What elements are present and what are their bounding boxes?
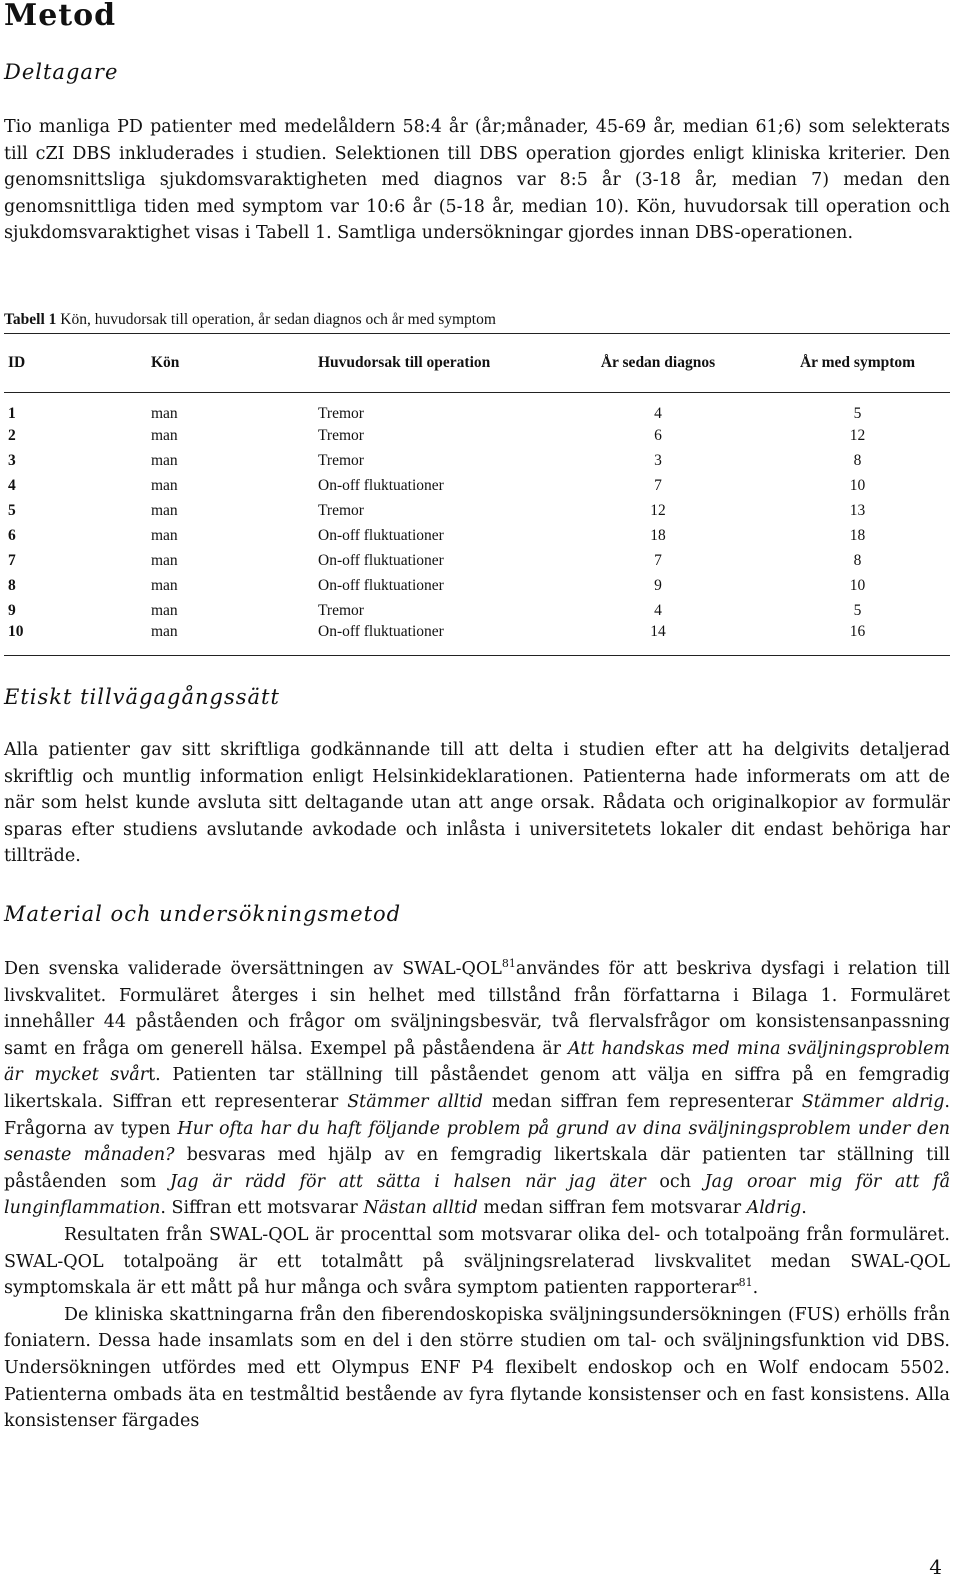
cell-ar-med-symptom: 10 bbox=[849, 576, 866, 594]
cell-ar-med-symptom: 5 bbox=[853, 601, 862, 619]
paragraph-etiskt bbox=[4, 737, 950, 870]
cell-huvudorsak: Tremor bbox=[318, 405, 364, 422]
cell-ar-med-symptom: 10 bbox=[849, 476, 866, 494]
cell-huvudorsak: On-off fluktuationer bbox=[318, 476, 444, 494]
table-header-row bbox=[4, 334, 950, 393]
text-run: medan siffran fem representerar bbox=[482, 1091, 802, 1112]
table-body bbox=[4, 393, 950, 656]
table-row bbox=[4, 498, 950, 523]
cell-kon: man bbox=[151, 405, 178, 422]
table-row bbox=[4, 423, 950, 448]
cell-huvudorsak: Tremor bbox=[318, 501, 364, 519]
paragraph-resultaten bbox=[4, 1222, 950, 1302]
text-run: . bbox=[801, 1198, 807, 1219]
text-run: medan siffran fem motsvarar bbox=[477, 1198, 747, 1219]
cell-id: 3 bbox=[8, 451, 16, 469]
cell-ar-med-symptom: 13 bbox=[849, 501, 866, 519]
table-row bbox=[4, 598, 950, 623]
column-header-kon: Kön bbox=[151, 334, 318, 393]
cell-ar-med-symptom: 8 bbox=[853, 551, 862, 569]
cell-huvudorsak: On-off fluktuationer bbox=[318, 526, 444, 544]
cell-id: 9 bbox=[8, 601, 16, 619]
cell-ar-sedan-diagnos: 9 bbox=[654, 576, 662, 594]
table-row bbox=[4, 523, 950, 548]
cell-ar-sedan-diagnos: 7 bbox=[654, 476, 662, 494]
italic-run: Aldrig bbox=[746, 1198, 802, 1219]
cell-kon: man bbox=[151, 576, 178, 594]
cell-huvudorsak: On-off fluktuationer bbox=[318, 623, 547, 656]
cell-ar-med-symptom: 16 bbox=[799, 623, 950, 656]
table-caption-label: Tabell 1 bbox=[4, 311, 57, 328]
table-row bbox=[4, 573, 950, 598]
paragraph-material bbox=[4, 956, 950, 1435]
table-row bbox=[4, 473, 950, 498]
cell-kon: man bbox=[151, 526, 178, 544]
cell-ar-med-symptom: 5 bbox=[853, 405, 862, 422]
cell-kon: man bbox=[151, 426, 178, 444]
cell-id: 4 bbox=[8, 476, 16, 494]
cell-id: 2 bbox=[8, 426, 16, 444]
cell-id: 7 bbox=[8, 551, 16, 569]
cell-id: 1 bbox=[8, 405, 16, 422]
cell-ar-sedan-diagnos: 6 bbox=[654, 426, 662, 444]
text-run: . Siffran ett motsvarar bbox=[160, 1198, 364, 1219]
cell-kon: man bbox=[151, 476, 178, 494]
cell-kon: man bbox=[151, 451, 178, 469]
table-row bbox=[4, 623, 950, 656]
cell-ar-med-symptom: 18 bbox=[849, 526, 866, 544]
text-run: . bbox=[752, 1278, 759, 1299]
text-run: användes för att beskriva dysfagi i relation till livskvalitet. Formuläret återges i sin helhet med tillstånd från författarna i Bilaga 1. Formuläret innehåller 44 påståenden och frågor om sväljningsbesvär, två flervalsfrågor om konsistensanpassning samt en fråga om generell hälsa. Exempel på påståendena är bbox=[4, 959, 950, 1059]
column-header-id: ID bbox=[4, 334, 151, 393]
paragraph-swalqol bbox=[4, 956, 950, 1222]
cell-ar-sedan-diagnos: 7 bbox=[654, 551, 662, 569]
table-caption-text: Kön, huvudorsak till operation, år sedan diagnos och år med symptom bbox=[56, 311, 496, 328]
cell-ar-sedan-diagnos: 4 bbox=[654, 405, 662, 422]
text-run: besvaras med hjälp av en femgradig likertskala där patienten tar ställning till påståenden som bbox=[4, 1145, 950, 1192]
text-run: och bbox=[645, 1171, 705, 1192]
text-run: . Frågorna av typen bbox=[4, 1091, 950, 1139]
cell-huvudorsak: On-off fluktuationer bbox=[318, 551, 444, 569]
italic-run: Nästan alltid bbox=[363, 1198, 478, 1219]
cell-huvudorsak: Tremor bbox=[318, 451, 364, 469]
cell-id: 6 bbox=[8, 526, 16, 544]
cell-ar-med-symptom: 12 bbox=[849, 426, 866, 444]
column-header-ar-sedan-diagnos: År sedan diagnos bbox=[547, 334, 799, 393]
table-row bbox=[4, 448, 950, 473]
cell-kon: man bbox=[151, 501, 178, 519]
cell-ar-sedan-diagnos: 12 bbox=[650, 501, 666, 519]
cell-huvudorsak: Tremor bbox=[318, 601, 364, 619]
text-run: Den svenska validerade översättningen av SWAL-QOL bbox=[4, 959, 502, 979]
text-run: t. Patienten tar ställning till påståendet genom att välja en siffra på en femgradig likertskala. Siffran ett representerar bbox=[4, 1065, 950, 1112]
paragraph-deltagare bbox=[4, 114, 950, 247]
paragraph-text: Alla patienter gav sitt skriftliga godkännande till att delta i studien efter att ha delgivits detaljerad skriftlig och muntlig information enligt Helsinkideklarationen. Patienterna hade informerats om att de när som helst kunde avsluta sitt deltagande utan att ange orsak. Rådata och originalkopior av formulär sparas efter studiens avslutande avkodade och inlåsta i universitetets lokaler dit endast behöriga har tillträde. bbox=[4, 740, 950, 867]
paragraph-fus: De kliniska skattningarna från den fiberendoskopiska sväljningsundersökningen (FUS) erhölls från foniatern. Dessa hade insamlats som en del i den större studien om tal- och sväljningsfunktion vid DBS. Undersökningen utfördes med ett Olympus ENF P4 flexibelt endoskop och en Wolf endocam 5502. Patienterna ombads äta en testmåltid bestående av fyra flytande konsistenser och en fast konsistens. Alla konsistenser färgades bbox=[4, 1304, 950, 1432]
cell-ar-sedan-diagnos: 4 bbox=[654, 601, 662, 619]
cell-huvudorsak: On-off fluktuationer bbox=[318, 576, 444, 594]
italic-run: Stämmer alltid bbox=[347, 1091, 483, 1112]
reference-superscript: 81 bbox=[501, 957, 516, 971]
column-header-ar-med-symptom: År med symptom bbox=[799, 334, 950, 393]
page-number: 4 bbox=[929, 1555, 942, 1579]
subheading-deltagare: Deltagare bbox=[4, 60, 119, 84]
italic-run: Att handskas med mina sväljningsproblem är mycket svår bbox=[4, 1038, 950, 1086]
italic-run: Jag oroar mig för att få lunginflammation bbox=[4, 1171, 950, 1219]
italic-run: Jag är rädd för att sätta i halsen när jag äter bbox=[169, 1171, 646, 1192]
paragraph-text: Tio manliga PD patienter med medelåldern 58:4 år (år;månader, 45-69 år, median 61;6) som selekterats till cZI DBS inkluderades i studien. Selektionen till DBS operation gjordes enligt kliniska kriterier. Den genomsnittsliga sjukdomsvaraktigheten med diagnos var 8:5 år (3-18 år, median 7) medan den genomsnittliga tiden med symptom var 10:6 år (5-18 år, median 10). Kön, huvudorsak till operation och sjukdomsvaraktighet visas i Tabell 1. Samtliga undersökningar gjordes innan DBS-operationen. bbox=[4, 117, 950, 244]
column-header-huvudorsak: Huvudorsak till operation bbox=[318, 334, 547, 393]
table-caption bbox=[4, 311, 496, 329]
subheading-material: Material och undersökningsmetod bbox=[4, 902, 402, 926]
cell-ar-med-symptom: 8 bbox=[853, 451, 862, 469]
reference-superscript: 81 bbox=[738, 1276, 753, 1290]
cell-kon: man bbox=[151, 601, 178, 619]
table-row bbox=[4, 393, 950, 424]
cell-kon: man bbox=[151, 551, 178, 569]
italic-run: Stämmer aldrig bbox=[801, 1091, 945, 1112]
cell-ar-sedan-diagnos: 18 bbox=[650, 526, 666, 544]
cell-huvudorsak: Tremor bbox=[318, 426, 364, 444]
text-run: Resultaten från SWAL-QOL är procenttal som motsvarar olika del- och totalpoäng från formuläret. SWAL-QOL totalpoäng är ett totalmått på sväljningsrelaterad livskvalitet medan SWAL-QOL symptomskala är ett mått på hur många och svåra symptom patienten rapporterar bbox=[4, 1224, 950, 1299]
italic-run: Hur ofta har du haft följande problem på grund av dina sväljningsproblem under den senaste månaden? bbox=[4, 1118, 950, 1166]
cell-kon: man bbox=[151, 623, 318, 656]
cell-ar-sedan-diagnos: 14 bbox=[547, 623, 799, 656]
cell-id: 10 bbox=[4, 623, 151, 656]
table-row bbox=[4, 548, 950, 573]
data-table bbox=[4, 333, 950, 656]
cell-id: 5 bbox=[8, 501, 16, 519]
section-heading: Metod bbox=[4, 0, 117, 33]
subheading-etiskt: Etiskt tillvägagångssätt bbox=[4, 685, 280, 709]
cell-ar-sedan-diagnos: 3 bbox=[654, 451, 662, 469]
cell-id: 8 bbox=[8, 576, 16, 594]
